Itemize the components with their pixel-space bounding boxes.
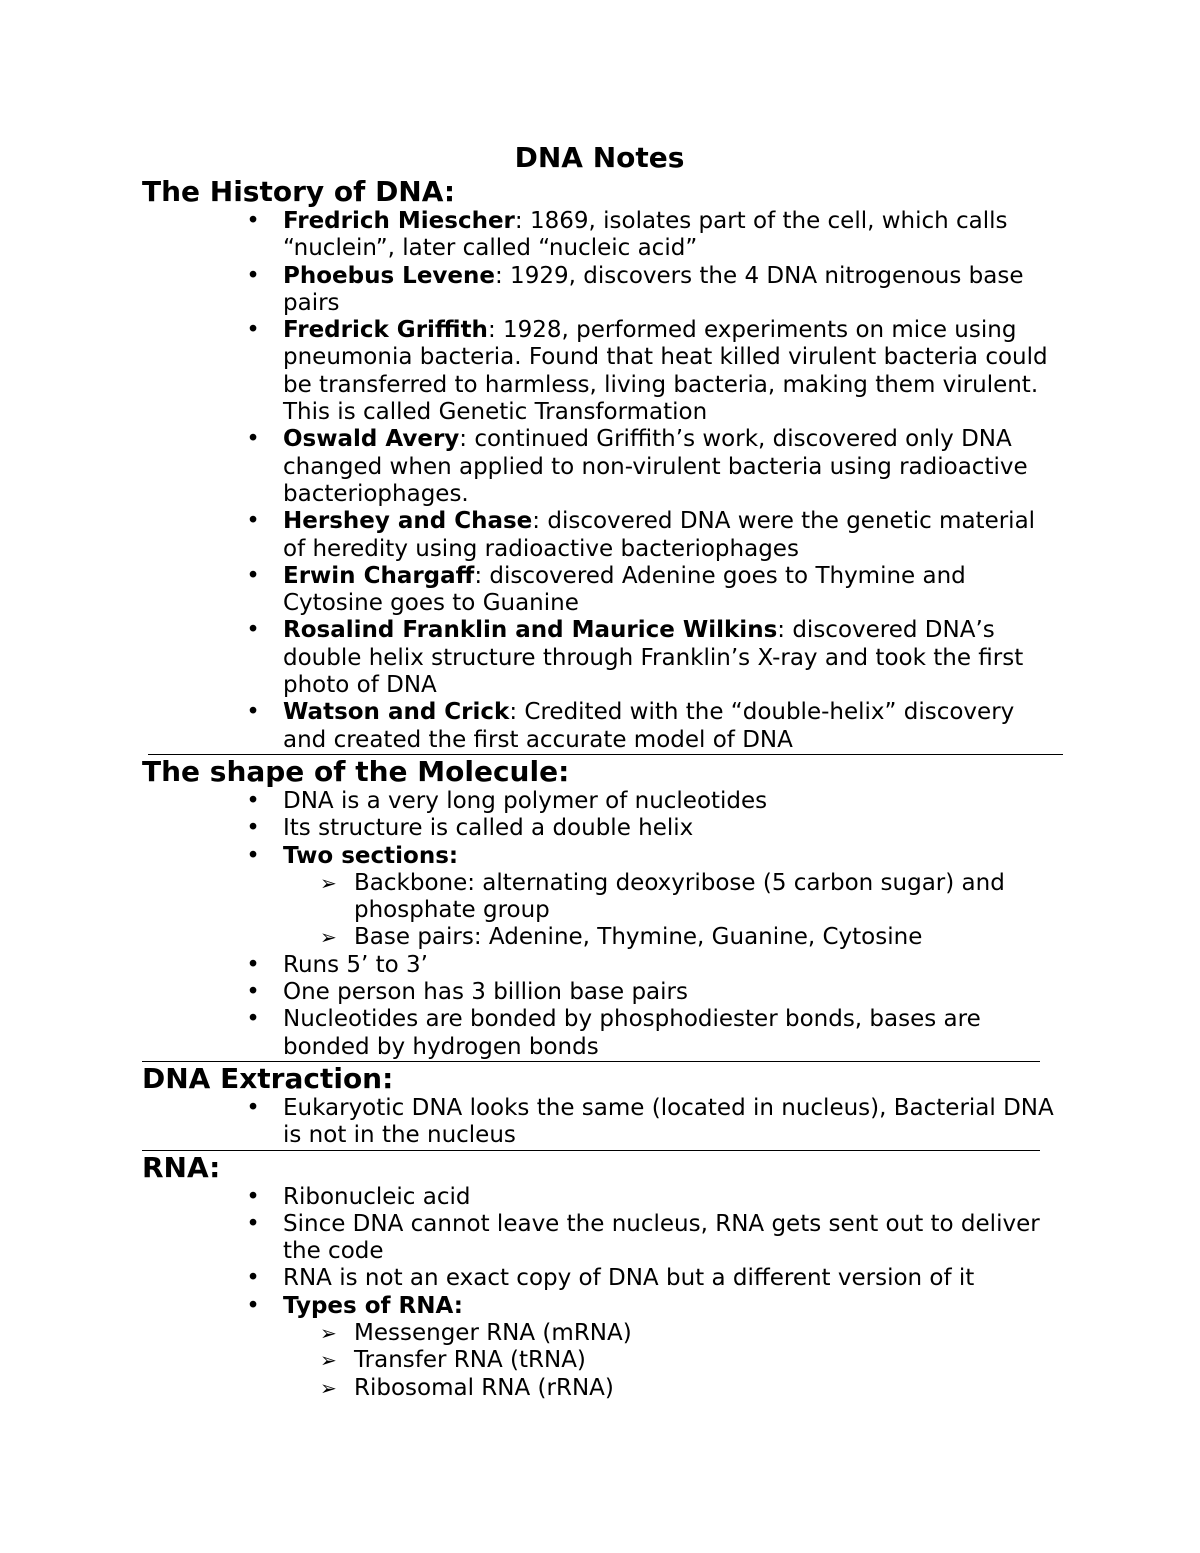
item-label: Fredrick Griffith xyxy=(283,317,488,344)
list-item xyxy=(142,1293,1062,1402)
sub-list-item xyxy=(142,924,1062,951)
bullet-icon: • xyxy=(246,1265,260,1292)
arrow-bullet-icon: ➢ xyxy=(320,1375,337,1400)
sub-item-text: Backbone: alternating deoxyribose (5 carbon sugar) and phosphate group xyxy=(354,869,1005,924)
sub-item-text: Base pairs: Adenine, Thymine, Guanine, Cytosine xyxy=(354,924,923,951)
rna-list xyxy=(142,1184,1062,1402)
list-item xyxy=(142,563,1062,618)
bullet-icon: • xyxy=(246,787,260,814)
bullet-icon: • xyxy=(246,951,260,978)
section-heading-extraction: DNA Extraction: xyxy=(142,1061,394,1095)
bullet-icon: • xyxy=(246,562,260,589)
list-item xyxy=(142,815,1062,842)
bullet-icon: • xyxy=(246,208,260,234)
shape-list xyxy=(142,788,1062,1061)
arrow-bullet-icon: ➢ xyxy=(320,1348,337,1373)
item-label: Rosalind Franklin and Maurice Wilkins xyxy=(283,617,778,644)
item-label: Two sections: xyxy=(283,842,459,869)
list-item xyxy=(142,699,1062,754)
item-text: Eukaryotic DNA looks the same (located in nucleus), Bacterial DNA is not in the nucleus xyxy=(283,1094,1054,1149)
bullet-icon: • xyxy=(246,815,260,842)
sub-list-item xyxy=(142,1320,1062,1347)
history-list xyxy=(142,208,1062,754)
list-item xyxy=(142,788,1062,815)
item-text: : 1929, discovers the 4 DNA nitrogenous base pairs xyxy=(283,262,1024,316)
bullet-icon: • xyxy=(246,842,260,869)
item-text: : 1928, performed experiments on mice using pneumonia bacteria. Found that heat killed virulent bacteria could be transferred to harmless, living bacteria, making them virulent. This is called Genetic Transformation xyxy=(283,317,1048,426)
item-text: Its structure is called a double helix xyxy=(283,815,694,842)
sub-list-item xyxy=(142,1375,1062,1402)
document-title: DNA Notes xyxy=(514,141,685,174)
item-text: DNA is a very long polymer of nucleotides xyxy=(283,787,768,814)
list-item xyxy=(142,1184,1062,1211)
item-text: : continued Griffith’s work, discovered only DNA changed when applied to non-virulent bacteria using radioactive bacteriophages. xyxy=(283,426,1028,507)
section-heading-rna: RNA: xyxy=(142,1150,221,1184)
list-item xyxy=(142,263,1062,318)
item-text: : 1869, isolates part of the cell, which calls “nuclein”, later called “nucleic acid” xyxy=(283,208,1008,262)
bullet-icon: • xyxy=(246,699,260,726)
list-item xyxy=(142,1006,1062,1061)
sub-list xyxy=(142,870,1062,952)
bullet-icon: • xyxy=(246,262,260,289)
item-text: Ribonucleic acid xyxy=(283,1183,471,1210)
list-item xyxy=(142,617,1062,699)
bullet-icon: • xyxy=(246,1094,260,1121)
list-item xyxy=(142,952,1062,979)
item-label: Hershey and Chase xyxy=(283,508,533,535)
arrow-bullet-icon: ➢ xyxy=(320,1320,337,1345)
sub-item-text: Ribosomal RNA (rRNA) xyxy=(354,1374,614,1401)
item-text: One person has 3 billion base pairs xyxy=(283,979,688,1006)
bullet-icon: • xyxy=(246,1292,260,1319)
bullet-icon: • xyxy=(246,1183,260,1210)
arrow-bullet-icon: ➢ xyxy=(320,870,337,895)
item-label: Fredrich Miescher xyxy=(283,208,515,234)
sub-list xyxy=(142,1320,1062,1402)
item-text: : Credited with the “double-helix” discovery and created the first accurate model of DNA xyxy=(283,699,1015,753)
item-label: Types of RNA: xyxy=(283,1292,463,1319)
list-item xyxy=(142,317,1062,426)
item-text: : discovered Adenine goes to Thymine and Cytosine goes to Guanine xyxy=(283,562,966,617)
item-label: Watson and Crick xyxy=(283,699,510,726)
sub-list-item xyxy=(142,870,1062,925)
extraction-list xyxy=(142,1095,1062,1150)
document-content xyxy=(142,141,1062,1402)
bullet-icon: • xyxy=(246,426,260,453)
arrow-bullet-icon: ➢ xyxy=(320,925,337,950)
list-item xyxy=(142,979,1062,1006)
list-item xyxy=(142,1265,1062,1292)
bullet-icon: • xyxy=(246,1210,260,1237)
list-item xyxy=(142,1095,1062,1150)
item-text: Since DNA cannot leave the nucleus, RNA gets sent out to deliver the code xyxy=(283,1210,1040,1265)
bullet-icon: • xyxy=(246,508,260,535)
item-label: Phoebus Levene xyxy=(283,262,495,289)
item-text: Runs 5’ to 3’ xyxy=(283,951,428,978)
item-label: Erwin Chargaff xyxy=(283,562,475,589)
item-text: RNA is not an exact copy of DNA but a different version of it xyxy=(283,1265,975,1292)
item-text: Nucleotides are bonded by phosphodiester bonds, bases are bonded by hydrogen bonds xyxy=(283,1006,981,1060)
list-item xyxy=(142,508,1062,563)
list-item xyxy=(142,426,1062,508)
item-text: : discovered DNA’s double helix structure through Franklin’s X-ray and took the first photo of DNA xyxy=(283,617,1024,699)
item-text: : discovered DNA were the genetic material of heredity using radioactive bacteriophages xyxy=(283,508,1036,562)
list-item xyxy=(142,843,1062,952)
section-heading-history: The History of DNA: xyxy=(142,175,456,208)
bullet-icon: • xyxy=(246,317,260,344)
sub-item-text: Transfer RNA (tRNA) xyxy=(354,1347,586,1374)
section-heading-shape: The shape of the Molecule: xyxy=(142,754,570,788)
bullet-icon: • xyxy=(246,979,260,1006)
sub-list-item xyxy=(142,1347,1062,1374)
bullet-icon: • xyxy=(246,617,260,644)
sub-item-text: Messenger RNA (mRNA) xyxy=(354,1319,632,1346)
item-label: Oswald Avery xyxy=(283,426,460,453)
list-item xyxy=(142,1211,1062,1266)
bullet-icon: • xyxy=(246,1006,260,1033)
list-item xyxy=(142,208,1062,263)
